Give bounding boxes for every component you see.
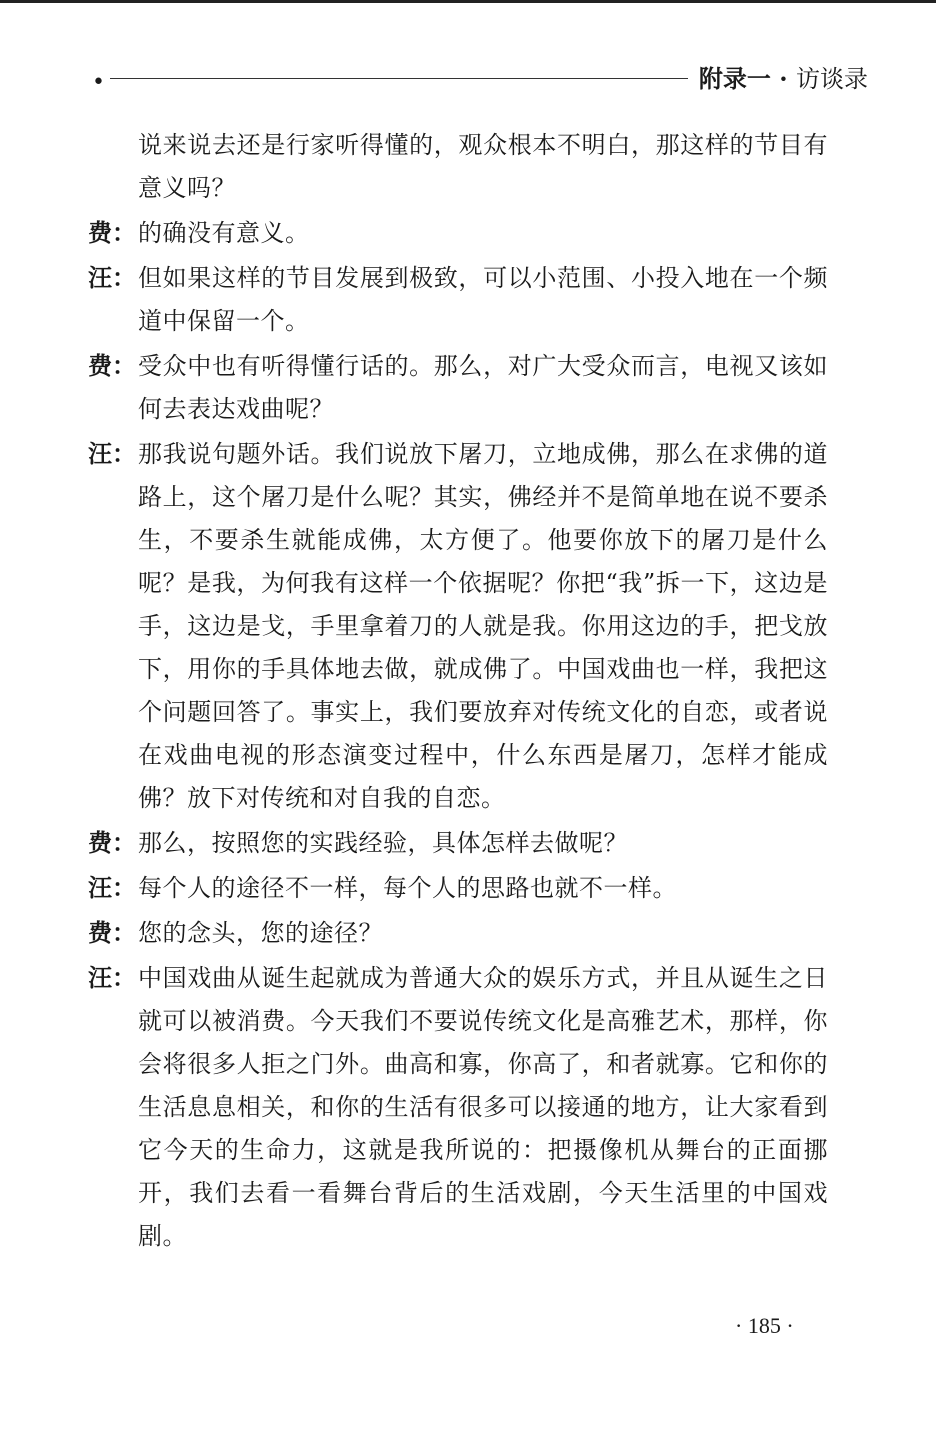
interview-body bbox=[88, 124, 828, 1260]
speaker-label: 费： bbox=[88, 829, 136, 857]
dialogue-entry bbox=[88, 345, 828, 431]
header-section: 附录一 bbox=[698, 64, 771, 93]
dialogue-entry bbox=[88, 433, 828, 820]
dialogue-text: 中国戏曲从诞生起就成为普通大众的娱乐方式，并且从诞生之日就可以被消费。今天我们不要说传统文化是高雅艺术，那样，你会将很多人拒之门外。曲高和寡，你高了，和者就寡。它和你的生活息息相关，和你的生活有很多可以接通的地方，让大家看到它今天的生命力，这就是我所说的：把摄像机从舞台的正面挪开，我们去看一看舞台背后的生活戏剧，今天生活里的中国戏剧。 bbox=[138, 964, 828, 1250]
speaker-label: 费： bbox=[88, 352, 136, 380]
speaker-label: 汪： bbox=[88, 264, 136, 292]
speaker-label: 汪： bbox=[88, 440, 136, 468]
dialogue-entry bbox=[88, 957, 828, 1258]
header-separator: · bbox=[779, 64, 788, 93]
page-number: · 185 · bbox=[735, 1313, 794, 1338]
dialogue-text: 的确没有意义。 bbox=[138, 219, 310, 247]
dialogue-entry bbox=[88, 867, 828, 910]
dialogue-text: 每个人的途径不一样，每个人的思路也就不一样。 bbox=[138, 874, 677, 902]
header-subtitle: 访谈录 bbox=[796, 65, 868, 93]
dialogue-text: 那么，按照您的实践经验，具体怎样去做呢？ bbox=[138, 829, 628, 857]
dialogue-text: 说来说去还是行家听得懂的，观众根本不明白，那这样的节目有意义吗？ bbox=[138, 131, 828, 202]
dialogue-text: 您的念头，您的途径？ bbox=[138, 919, 383, 947]
speaker-label: 汪： bbox=[88, 874, 136, 902]
dialogue-text: 受众中也有听得懂行话的。那么，对广大受众而言，电视又该如何去表达戏曲呢？ bbox=[138, 352, 828, 423]
speaker-label: 费： bbox=[88, 919, 136, 947]
dialogue-entry bbox=[88, 124, 828, 210]
header-rule bbox=[110, 78, 688, 79]
header-title bbox=[699, 64, 868, 94]
speaker-label: 汪： bbox=[88, 964, 136, 992]
speaker-label: 费： bbox=[88, 219, 136, 247]
dialogue-text: 那我说句题外话。我们说放下屠刀，立地成佛，那么在求佛的道路上，这个屠刀是什么呢？其实，佛经并不是简单地在说不要杀生，不要杀生就能成佛，太方便了。他要你放下的屠刀是什么呢？是我，为何我有这样一个依据呢？你把“我”拆一下，这边是手，这边是戈，手里拿着刀的人就是我。你用这边的手，把戈放下，用你的手具体地去做，就成佛了。中国戏曲也一样，我把这个问题回答了。事实上，我们要放弃对传统文化的自恋，或者说在戏曲电视的形态演变过程中，什么东西是屠刀，怎样才能成佛？放下对传统和对自我的自恋。 bbox=[138, 440, 828, 812]
dialogue-text: 但如果这样的节目发展到极致，可以小范围、小投入地在一个频道中保留一个。 bbox=[138, 264, 828, 335]
header-bullet: • bbox=[92, 70, 105, 95]
dialogue-entry bbox=[88, 257, 828, 343]
running-header bbox=[88, 62, 868, 102]
dialogue-entry bbox=[88, 912, 828, 955]
top-border bbox=[0, 0, 936, 3]
dialogue-entry bbox=[88, 822, 828, 865]
dialogue-entry bbox=[88, 212, 828, 255]
